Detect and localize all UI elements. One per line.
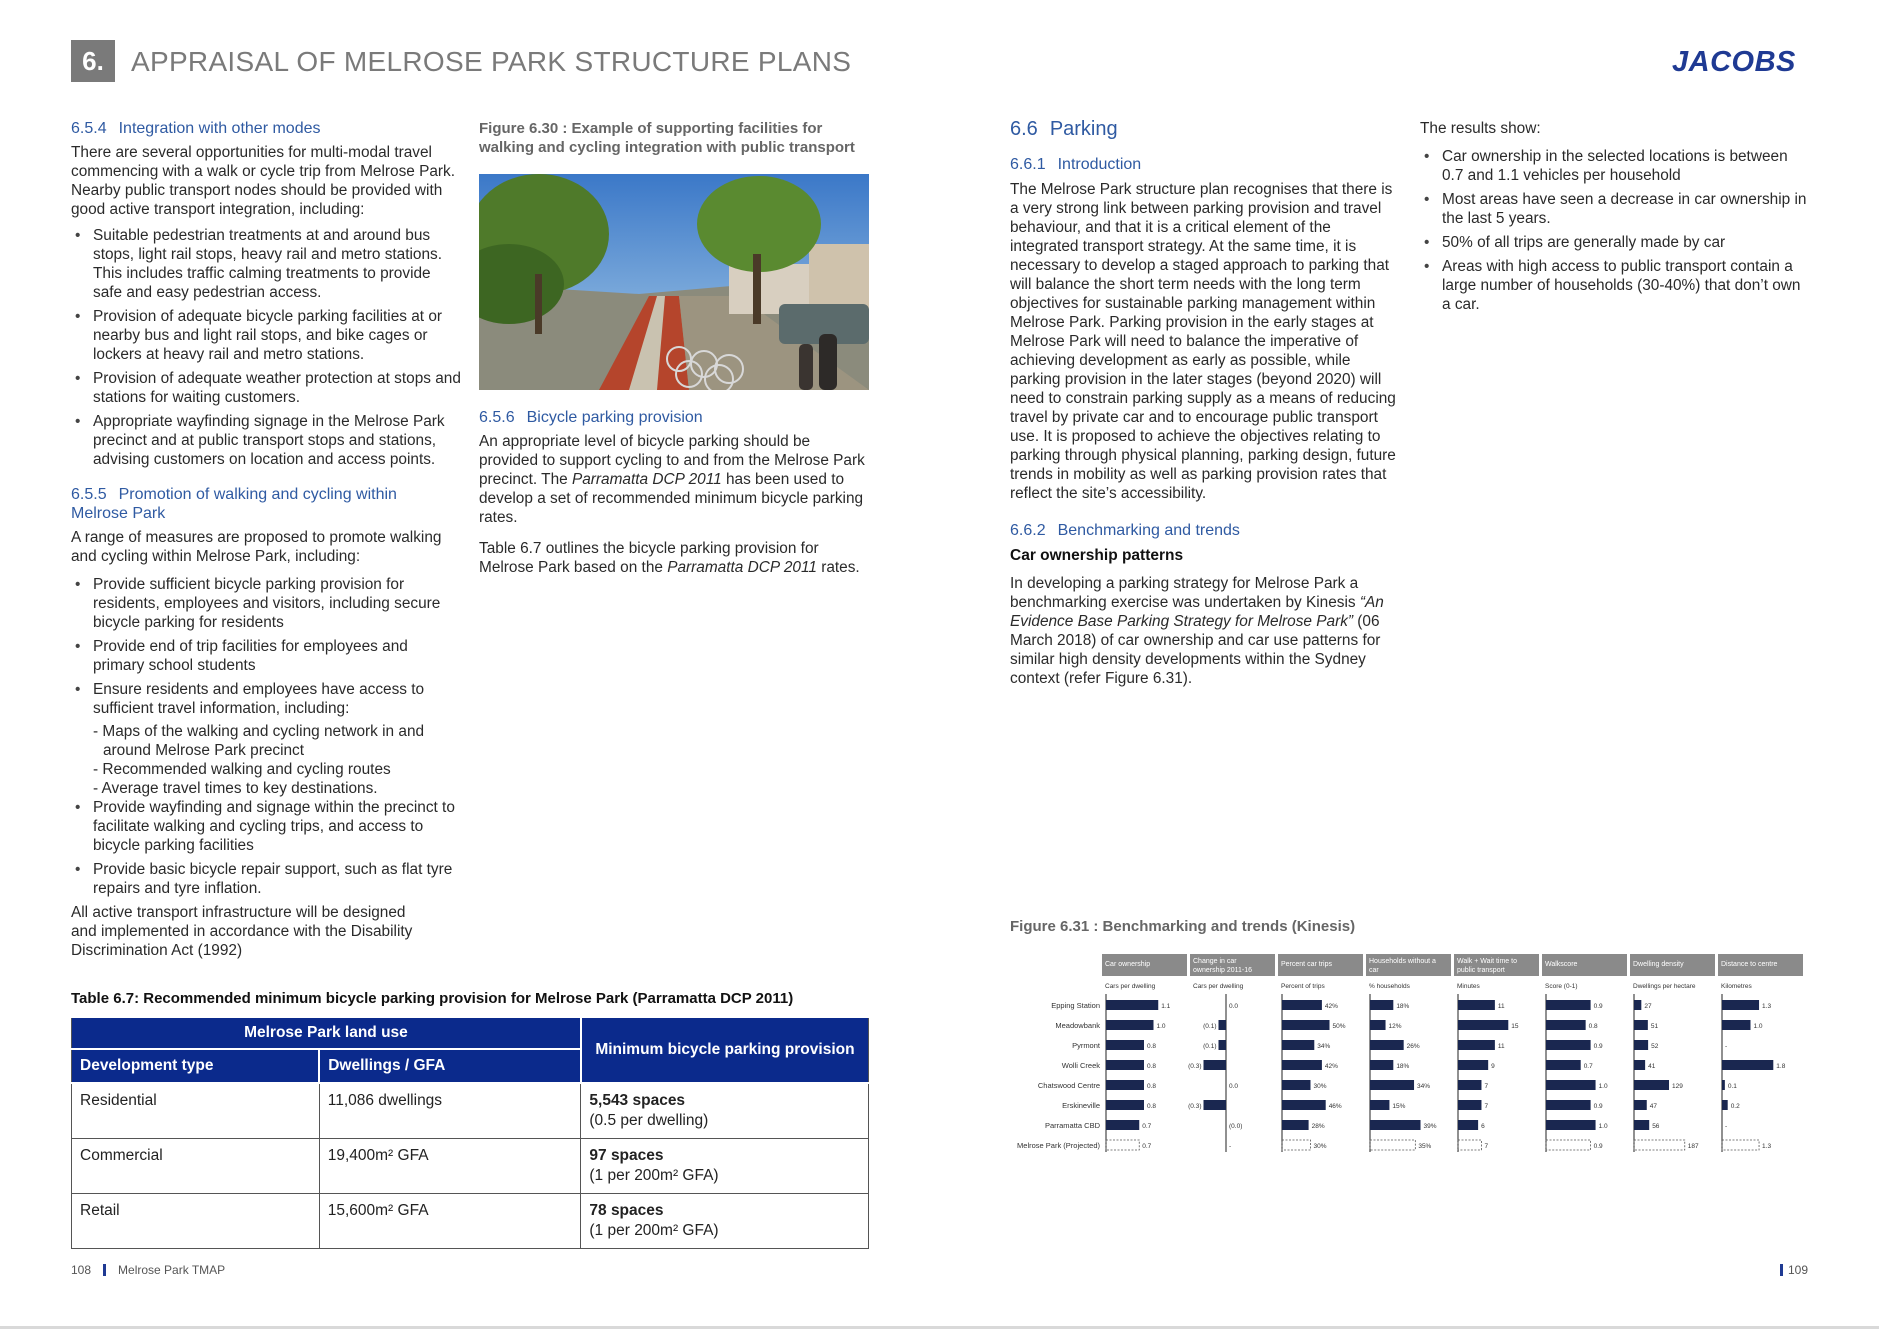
chart-row-label: Meadowbank	[1055, 1021, 1100, 1030]
chart-bar	[1106, 1000, 1158, 1010]
chart-row-label: Melrose Park (Projected)	[1017, 1141, 1100, 1150]
paragraph-parking-introduction: The Melrose Park structure plan recognises that there is a very strong link between parking provision and travel behaviour, and that it is a critical element of the integrated transport strategy. At the same time, it is necessary to develop a staged approach to parking that will balance the short term needs with the long term objectives for sustainable parking management within Melrose Park. Parking provision in the early stages at Melrose Park will need to balance the imperative of achieving development as early as possible, while parking provision in the later stages (beyond 2020) will need to constrain parking supply as a means of reducing travel by private car and to encourage public transport use. It is proposed to achieve the objectives relating to parking through physical planning, parking design, future trends in mobility as well as parking provision rates that reflect the site’s accessibility.	[1010, 181, 1396, 502]
chart-row-label: Chatswood Centre	[1037, 1081, 1100, 1090]
chart-data-label: -	[1229, 1143, 1232, 1150]
chart-bar	[1722, 1000, 1759, 1010]
chart-data-label: 11	[1497, 1043, 1505, 1050]
chart-bar	[1219, 1040, 1227, 1050]
chart-data-label: 15	[1511, 1023, 1519, 1030]
chart-bar	[1546, 1040, 1591, 1050]
chart-bar	[1282, 1100, 1326, 1110]
chart-bar	[1634, 1040, 1648, 1050]
paragraph-promotion-intro: A range of measures are proposed to promote walking and cycling within Melrose Park, including:	[71, 529, 442, 565]
heading-6-5-6: 6.5.6 Bicycle parking provision	[479, 409, 703, 426]
chart-bar-projected	[1370, 1140, 1415, 1150]
chart-panel-title: Percent car trips	[1281, 961, 1332, 968]
chart-panel-unit: Percent of trips	[1281, 983, 1325, 990]
chart-panel-title: Dwelling density	[1633, 961, 1684, 968]
chart-bar	[1634, 1100, 1647, 1110]
chart-bar	[1204, 1060, 1227, 1070]
chart-panel-title: public transport	[1457, 967, 1505, 974]
chart-bar	[1458, 1080, 1481, 1090]
chart-data-label: (0.3)	[1188, 1103, 1202, 1110]
chart-data-label: 0.8	[1147, 1063, 1157, 1070]
chart-data-label: (0.1)	[1203, 1023, 1217, 1030]
page-number-right: 109	[1788, 1263, 1809, 1277]
chart-data-label: 46%	[1328, 1103, 1342, 1110]
chart-data-label: 0.9	[1593, 1003, 1603, 1010]
chart-data-label: 0.1	[1727, 1083, 1737, 1090]
benchmarking-chart-svg	[1010, 952, 1810, 1152]
chart-data-label: 39%	[1423, 1123, 1437, 1130]
heading-6-5-4: 6.5.4 Integration with other modes	[71, 120, 321, 137]
chart-row-label: Epping Station	[1051, 1001, 1100, 1010]
dash-list-travel-info	[71, 722, 463, 798]
chart-panel-unit: Cars per dwelling	[1105, 983, 1156, 990]
table-cell: Retail	[72, 1194, 320, 1249]
chart-bar	[1106, 1060, 1144, 1070]
chart-bar	[1282, 1080, 1311, 1090]
chart-panel-title: Car ownership	[1105, 961, 1151, 968]
paragraph-bicycle-parking: An appropriate level of bicycle parking should be provided to support cycling to and from the Melrose Park precinct. The Parramatta DCP 2011 has been used to develop a set of recommended minimum bicycle parking rates.	[479, 433, 865, 526]
chart-bar	[1546, 1080, 1596, 1090]
list-item: • Ensure residents and employees have access to sufficient travel information, including:	[71, 680, 463, 718]
chart-panel-unit: Kilometres	[1721, 983, 1752, 990]
list-item: • Areas with high access to public transport contain a large number of households (30-40%) that don’t own a car.	[1420, 257, 1812, 314]
car-ownership-heading: Car ownership patterns	[1010, 547, 1184, 564]
bullet-list-promotion	[71, 575, 463, 718]
chart-bar	[1282, 1000, 1322, 1010]
benchmarking-chart	[1010, 952, 1810, 1152]
chart-bar	[1219, 1020, 1227, 1030]
chart-bar	[1282, 1040, 1314, 1050]
chart-data-label: 41	[1648, 1063, 1656, 1070]
chart-data-label: 0.0	[1229, 1003, 1239, 1010]
chart-data-label: -	[1725, 1043, 1728, 1050]
chart-panel-title: ownership 2011-16	[1193, 967, 1253, 974]
chart-data-label: (0.0)	[1229, 1123, 1243, 1130]
chart-data-label: 0.7	[1142, 1123, 1152, 1130]
chart-data-label: 1.8	[1776, 1063, 1786, 1070]
table-row	[72, 1083, 869, 1139]
list-item: - Recommended walking and cycling routes	[93, 761, 391, 778]
chart-bar	[1546, 1000, 1591, 1010]
list-item: • Provision of adequate weather protection at stops and stations for waiting customers.	[71, 369, 463, 407]
chart-data-label: 1.0	[1753, 1023, 1763, 1030]
list-item: • 50% of all trips are generally made by car	[1420, 233, 1812, 252]
footer-divider	[1780, 1264, 1783, 1276]
chart-data-label: 0.2	[1730, 1103, 1740, 1110]
chart-data-label: 47	[1649, 1103, 1657, 1110]
table-cell: Residential	[72, 1083, 320, 1139]
list-item: • Suitable pedestrian treatments at and around bus stops, light rail stops, heavy rail and metro stations. This includes traffic calming treatments to provide safe and easy pedestrian access.	[71, 226, 463, 302]
footer-document-title: Melrose Park TMAP	[118, 1263, 226, 1277]
chart-bar	[1282, 1120, 1309, 1130]
chart-bar	[1546, 1120, 1596, 1130]
chart-panel-unit: Minutes	[1457, 983, 1480, 990]
jacobs-logo: JACOBS	[1672, 46, 1796, 78]
table-cell: 5,543 spaces (0.5 per dwelling)	[581, 1083, 869, 1139]
chart-bar	[1722, 1100, 1728, 1110]
chart-bar	[1634, 1020, 1648, 1030]
chart-panel-unit: Score (0-1)	[1545, 983, 1578, 990]
list-item: • Most areas have seen a decrease in car ownership in the last 5 years.	[1420, 190, 1812, 228]
chart-data-label: -	[1725, 1123, 1728, 1130]
chart-data-label: 52	[1651, 1043, 1659, 1050]
table-header-development-type: Development type	[72, 1049, 320, 1083]
chart-bar	[1204, 1100, 1227, 1110]
bullet-list-promotion-2	[71, 798, 463, 898]
chart-data-label: 7	[1484, 1103, 1489, 1110]
chart-data-label: 42%	[1324, 1003, 1338, 1010]
chart-row-label: Pyrmont	[1072, 1041, 1100, 1050]
chart-bar	[1106, 1100, 1144, 1110]
chart-data-label: 0.9	[1593, 1143, 1603, 1150]
bullet-list-integration	[71, 226, 463, 469]
chart-bar	[1546, 1020, 1586, 1030]
list-item: • Provision of adequate bicycle parking facilities at or nearby bus and light rail stops, and bike cages or lockers at heavy rail and metro stations.	[71, 307, 463, 364]
chart-row-label: Parramatta CBD	[1044, 1121, 1100, 1130]
footer-divider	[103, 1264, 106, 1276]
chart-bar-projected	[1634, 1140, 1685, 1150]
chart-data-label: 1.1	[1161, 1003, 1171, 1010]
paragraph-benchmarking: In developing a parking strategy for Melrose Park a benchmarking exercise was undertaken by Kinesis “An Evidence Base Parking Strategy for Melrose Park” (06 March 2018) of car ownership and car use patterns for similar high density developments within the Sydney context (refer Figure 6.31).	[1010, 575, 1384, 687]
figure-6-30-caption: Figure 6.30 : Example of supporting facilities for walking and cycling integration with public transport	[479, 120, 855, 156]
chart-bar	[1458, 1040, 1495, 1050]
chart-data-label: 6	[1481, 1123, 1485, 1130]
page-number-left: 108	[71, 1263, 92, 1277]
table-row	[72, 1139, 869, 1194]
section-number: 6.	[82, 45, 104, 76]
chart-bar	[1634, 1000, 1641, 1010]
chart-data-label: 11	[1497, 1003, 1505, 1010]
chart-data-label: 34%	[1417, 1083, 1431, 1090]
chart-bar	[1370, 1100, 1389, 1110]
figure-6-31-caption: Figure 6.31 : Benchmarking and trends (Kinesis)	[1010, 918, 1356, 935]
list-item: - Average travel times to key destinations.	[93, 780, 378, 797]
list-item: - Maps of the walking and cycling network in and around Melrose Park precinct	[93, 723, 425, 759]
table-cell: 11,086 dwellings	[319, 1083, 581, 1139]
chart-data-label: 30%	[1313, 1083, 1327, 1090]
chart-data-label: 1.3	[1762, 1143, 1772, 1150]
paragraph-dda: All active transport infrastructure will be designed and implemented in accordance with the Disability Discrimination Act (1992)	[71, 904, 413, 959]
heading-6-5-5: 6.5.5 Promotion of walking and cycling within Melrose Park	[71, 486, 397, 522]
chart-bar-projected	[1546, 1140, 1591, 1150]
chart-data-label: (0.1)	[1203, 1043, 1217, 1050]
table-row	[72, 1194, 869, 1249]
chart-panel-title: Households without a	[1369, 958, 1436, 965]
chart-data-label: 1.0	[1598, 1123, 1608, 1130]
table-cell: 15,600m² GFA	[319, 1194, 581, 1249]
chart-data-label: 1.0	[1156, 1023, 1166, 1030]
chart-bar	[1634, 1120, 1649, 1130]
chart-data-label: 0.8	[1147, 1083, 1157, 1090]
chart-data-label: 187	[1687, 1143, 1699, 1150]
chart-bar	[1282, 1060, 1322, 1070]
chart-panel-title: car	[1369, 967, 1379, 974]
chart-data-label: 56	[1652, 1123, 1660, 1130]
page-title: APPRAISAL OF MELROSE PARK STRUCTURE PLANS	[131, 46, 852, 77]
list-item: • Car ownership in the selected locations is between 0.7 and 1.1 vehicles per household	[1420, 147, 1812, 185]
chart-bar	[1634, 1080, 1669, 1090]
heading-6-6-2: 6.6.2 Benchmarking and trends	[1010, 522, 1240, 539]
column-3	[1010, 118, 1402, 688]
column-4	[1420, 119, 1812, 319]
chart-panel-title: Walk + Wait time to	[1457, 958, 1517, 965]
chart-data-label: 9	[1491, 1063, 1495, 1070]
chart-bar	[1458, 1000, 1495, 1010]
table-group-header: Melrose Park land use	[72, 1017, 581, 1049]
chart-data-label: 34%	[1317, 1043, 1331, 1050]
chart-data-label: 0.7	[1583, 1063, 1593, 1070]
chart-data-label: 0.8	[1147, 1043, 1157, 1050]
chart-data-label: 129	[1672, 1083, 1683, 1090]
chart-data-label: 0.7	[1142, 1143, 1152, 1150]
chart-row-label: Wolli Creek	[1061, 1061, 1100, 1070]
table-cell: 97 spaces (1 per 200m² GFA)	[581, 1139, 869, 1194]
chart-bar	[1546, 1100, 1591, 1110]
results-intro: The results show:	[1420, 120, 1541, 137]
chart-data-label: 1.0	[1598, 1083, 1608, 1090]
chart-bar	[1722, 1020, 1751, 1030]
chart-panel-title: Distance to centre	[1721, 961, 1778, 968]
chart-data-label: 0.8	[1147, 1103, 1157, 1110]
chart-bar-projected	[1458, 1140, 1481, 1150]
chart-panel-title: Walkscore	[1545, 961, 1578, 968]
chart-data-label: 27	[1644, 1003, 1652, 1010]
table-6-7-caption: Table 6.7: Recommended minimum bicycle parking provision for Melrose Park (Parramatta DCP 2011)	[71, 990, 794, 1007]
results-bullet-list	[1420, 147, 1812, 314]
chart-bar	[1458, 1120, 1478, 1130]
chart-data-label: 50%	[1332, 1023, 1346, 1030]
chart-data-label: 30%	[1313, 1143, 1327, 1150]
chart-row-label: Erskineville	[1062, 1101, 1100, 1110]
table-cell: 78 spaces (1 per 200m² GFA)	[581, 1194, 869, 1249]
table-6-7	[71, 1016, 869, 1249]
chart-panel-unit: Cars per dwelling	[1193, 983, 1244, 990]
chart-data-label: 12%	[1388, 1023, 1402, 1030]
chart-bar	[1106, 1080, 1144, 1090]
chart-bar	[1106, 1040, 1144, 1050]
chart-bar	[1370, 1080, 1414, 1090]
chart-bar-projected	[1282, 1140, 1311, 1150]
chart-bar	[1370, 1120, 1421, 1130]
chart-data-label: 0.9	[1593, 1043, 1603, 1050]
chart-bar	[1634, 1060, 1645, 1070]
chart-bar	[1370, 1000, 1393, 1010]
chart-data-label: 0.8	[1588, 1023, 1598, 1030]
chart-bar	[1370, 1040, 1404, 1050]
chart-data-label: 1.3	[1762, 1003, 1772, 1010]
table-cell: Commercial	[72, 1139, 320, 1194]
chart-data-label: 0.9	[1593, 1103, 1603, 1110]
chart-bar-projected	[1722, 1140, 1759, 1150]
paragraph-integration-intro: There are several opportunities for multi-modal travel commencing with a walk or cycle trip from Melrose Park. Nearby public transport nodes should be provided with good active transport integration, including:	[71, 144, 456, 218]
chart-bar	[1282, 1020, 1330, 1030]
footer-right	[1780, 1263, 1808, 1277]
list-item: • Provide sufficient bicycle parking provision for residents, employees and visitors, including secure bicycle parking for residents	[71, 575, 463, 632]
chart-data-label: 18%	[1396, 1003, 1410, 1010]
list-item: • Appropriate wayfinding signage in the Melrose Park precinct and at public transport stops and stations, advising customers on location and access points.	[71, 412, 463, 469]
chart-bar	[1458, 1020, 1508, 1030]
chart-bar	[1370, 1060, 1393, 1070]
chart-bar	[1722, 1060, 1773, 1070]
chart-bar	[1458, 1060, 1488, 1070]
section-number-badge	[71, 40, 115, 82]
list-item: • Provide wayfinding and signage within the precinct to facilitate walking and cycling trips, and access to bicycle parking facilities	[71, 798, 463, 855]
table-header-min-provision: Minimum bicycle parking provision	[581, 1017, 869, 1083]
list-item: • Provide basic bicycle repair support, such as flat tyre repairs and tyre inflation.	[71, 860, 463, 898]
chart-data-label: 26%	[1406, 1043, 1420, 1050]
chart-panel-title: Change in car	[1193, 958, 1237, 965]
chart-data-label: (0.3)	[1188, 1063, 1202, 1070]
street-rendering-illustration	[479, 174, 869, 390]
chart-bar	[1106, 1120, 1139, 1130]
footer-left	[71, 1263, 225, 1277]
chart-bar	[1546, 1060, 1581, 1070]
chart-bar	[1458, 1100, 1481, 1110]
chart-data-label: 7	[1484, 1143, 1489, 1150]
chart-data-label: 35%	[1418, 1143, 1432, 1150]
chart-panel-unit: % households	[1369, 983, 1410, 990]
chart-bar	[1370, 1020, 1386, 1030]
chart-bar	[1722, 1080, 1725, 1090]
table-cell: 19,400m² GFA	[319, 1139, 581, 1194]
chart-data-label: 28%	[1311, 1123, 1325, 1130]
chart-data-label: 15%	[1392, 1103, 1406, 1110]
column-1	[71, 119, 463, 960]
chart-bar	[1106, 1020, 1154, 1030]
heading-6-6: 6.6 Parking	[1010, 118, 1118, 140]
chart-data-label: 18%	[1396, 1063, 1410, 1070]
chart-panel-unit: Dwellings per hectare	[1633, 983, 1696, 990]
heading-6-6-1: 6.6.1 Introduction	[1010, 156, 1142, 173]
list-item: • Provide end of trip facilities for employees and primary school students	[71, 637, 463, 675]
chart-data-label: 42%	[1324, 1063, 1338, 1070]
chart-data-label: 51	[1650, 1023, 1659, 1030]
paragraph-table-reference: Table 6.7 outlines the bicycle parking provision for Melrose Park based on the Parramatta DCP 2011 rates.	[479, 540, 860, 576]
figure-6-30-image	[479, 174, 869, 390]
chart-data-label: 0.0	[1229, 1083, 1239, 1090]
column-2	[479, 119, 871, 577]
chart-bar-projected	[1106, 1140, 1139, 1150]
chart-data-label: 7	[1484, 1083, 1489, 1090]
table-header-dwellings-gfa: Dwellings / GFA	[319, 1049, 581, 1083]
